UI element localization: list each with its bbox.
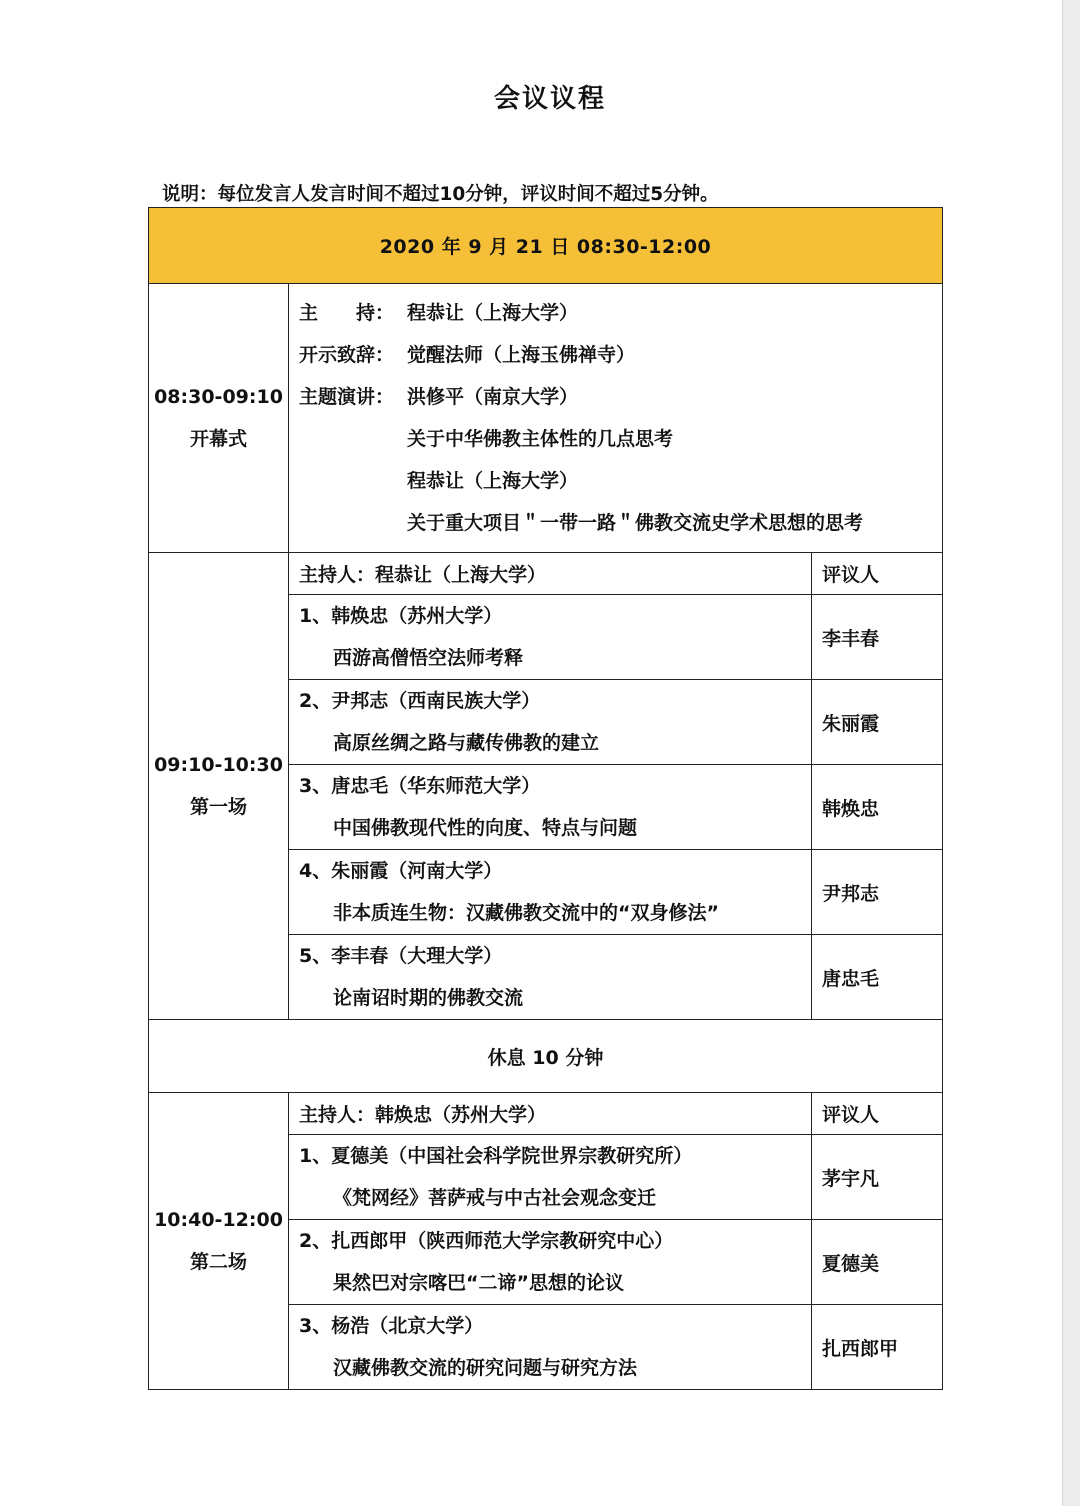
opening-host: 程恭让（上海大学）: [407, 302, 579, 324]
session1-time-cell: [149, 553, 289, 1020]
session1-host: 主持人：程恭让（上海大学）: [289, 553, 812, 595]
session2-commentator-header: 评议人: [812, 1093, 943, 1135]
opening-address-label: 开示致辞：: [299, 344, 395, 366]
break-label: 休息 10 分钟: [149, 1020, 943, 1093]
session2-time: 10:40-12:00: [154, 1209, 283, 1231]
keynote-2-speaker-line: [299, 460, 942, 502]
opening-row: [149, 284, 943, 553]
keynote-1-title: 关于中华佛教主体性的几点思考: [407, 428, 674, 450]
talk-speaker: 1、韩焕忠（苏州大学）: [299, 605, 503, 627]
talk-cell: [289, 765, 812, 850]
session2-host-row: [149, 1093, 943, 1135]
keynote-2-title: 关于重大项目＂一带一路＂佛教交流史学术思想的思考: [407, 512, 864, 534]
page-edge-shadow: [1062, 0, 1080, 1506]
talk-cell: [289, 595, 812, 680]
keynote-1-title-line: [299, 418, 942, 460]
session1-host-row: [149, 553, 943, 595]
talk-speaker: 5、李丰春（大理大学）: [299, 945, 503, 967]
opening-details: [289, 284, 943, 553]
talk-title: 高原丝绸之路与藏传佛教的建立: [333, 732, 600, 754]
talk-speaker: 1、夏德美（中国社会科学院世界宗教研究所）: [299, 1145, 693, 1167]
session2-host: 主持人：韩焕忠（苏州大学）: [289, 1093, 812, 1135]
session1-name: 第一场: [189, 796, 247, 818]
talk-commentator: 茅宇凡: [812, 1135, 943, 1220]
talk-title: 论南诏时期的佛教交流: [333, 987, 524, 1009]
talk-commentator: 扎西郎甲: [812, 1305, 943, 1390]
talk-commentator: 夏德美: [812, 1220, 943, 1305]
talk-commentator: 唐忠毛: [812, 935, 943, 1020]
session1-commentator-header: 评议人: [812, 553, 943, 595]
opening-host-label: 主 持：: [299, 302, 395, 324]
talk-cell: [289, 850, 812, 935]
talk-title: 非本质连生物：汉藏佛教交流中的“双身修法”: [333, 902, 719, 924]
session2-name: 第二场: [189, 1251, 247, 1273]
talk-commentator: 朱丽霞: [812, 680, 943, 765]
talk-speaker: 2、尹邦志（西南民族大学）: [299, 690, 541, 712]
opening-time: 08:30-09:10: [154, 386, 283, 408]
session2-time-cell: [149, 1093, 289, 1390]
talk-title: 果然巴对宗喀巴“二谛”思想的论议: [333, 1272, 624, 1294]
session1-time: 09:10-10:30: [154, 754, 283, 776]
agenda-table: [148, 207, 943, 1390]
talk-cell: [289, 1305, 812, 1390]
talk-commentator: 韩焕忠: [812, 765, 943, 850]
talk-speaker: 3、唐忠毛（华东师范大学）: [299, 775, 541, 797]
talk-title: 中国佛教现代性的向度、特点与问题: [333, 817, 638, 839]
talk-cell: [289, 680, 812, 765]
agenda-note: 说明：每位发言人发言时间不超过10分钟，评议时间不超过5分钟。: [162, 184, 719, 205]
keynote-2-speaker: 程恭让（上海大学）: [407, 470, 579, 492]
opening-address: 觉醒法师（上海玉佛禅寺）: [407, 344, 636, 366]
talk-cell: [289, 1135, 812, 1220]
keynote-2-title-line: [299, 502, 942, 544]
talk-commentator: 尹邦志: [812, 850, 943, 935]
page-title: 会议议程: [493, 84, 606, 114]
talk-speaker: 4、朱丽霞（河南大学）: [299, 860, 503, 882]
opening-name: 开幕式: [189, 428, 247, 450]
talk-title: 西游高僧悟空法师考释: [333, 647, 524, 669]
keynote-1-speaker: 洪修平（南京大学）: [407, 386, 579, 408]
opening-time-cell: [149, 284, 289, 553]
talk-speaker: 3、杨浩（北京大学）: [299, 1315, 484, 1337]
keynote-label: 主题演讲：: [299, 386, 395, 408]
date-header-row: [149, 208, 943, 284]
opening-host-line: [299, 292, 942, 334]
talk-title: 《梵网经》菩萨戒与中古社会观念变迁: [333, 1187, 657, 1209]
talk-commentator: 李丰春: [812, 595, 943, 680]
talk-cell: [289, 935, 812, 1020]
talk-title: 汉藏佛教交流的研究问题与研究方法: [333, 1357, 638, 1379]
date-header: 2020 年 9 月 21 日 08:30-12:00: [149, 208, 943, 284]
talk-cell: [289, 1220, 812, 1305]
opening-address-line: [299, 334, 942, 376]
break-row: [149, 1020, 943, 1093]
keynote-line: [299, 376, 942, 418]
talk-speaker: 2、扎西郎甲（陕西师范大学宗教研究中心）: [299, 1230, 674, 1252]
